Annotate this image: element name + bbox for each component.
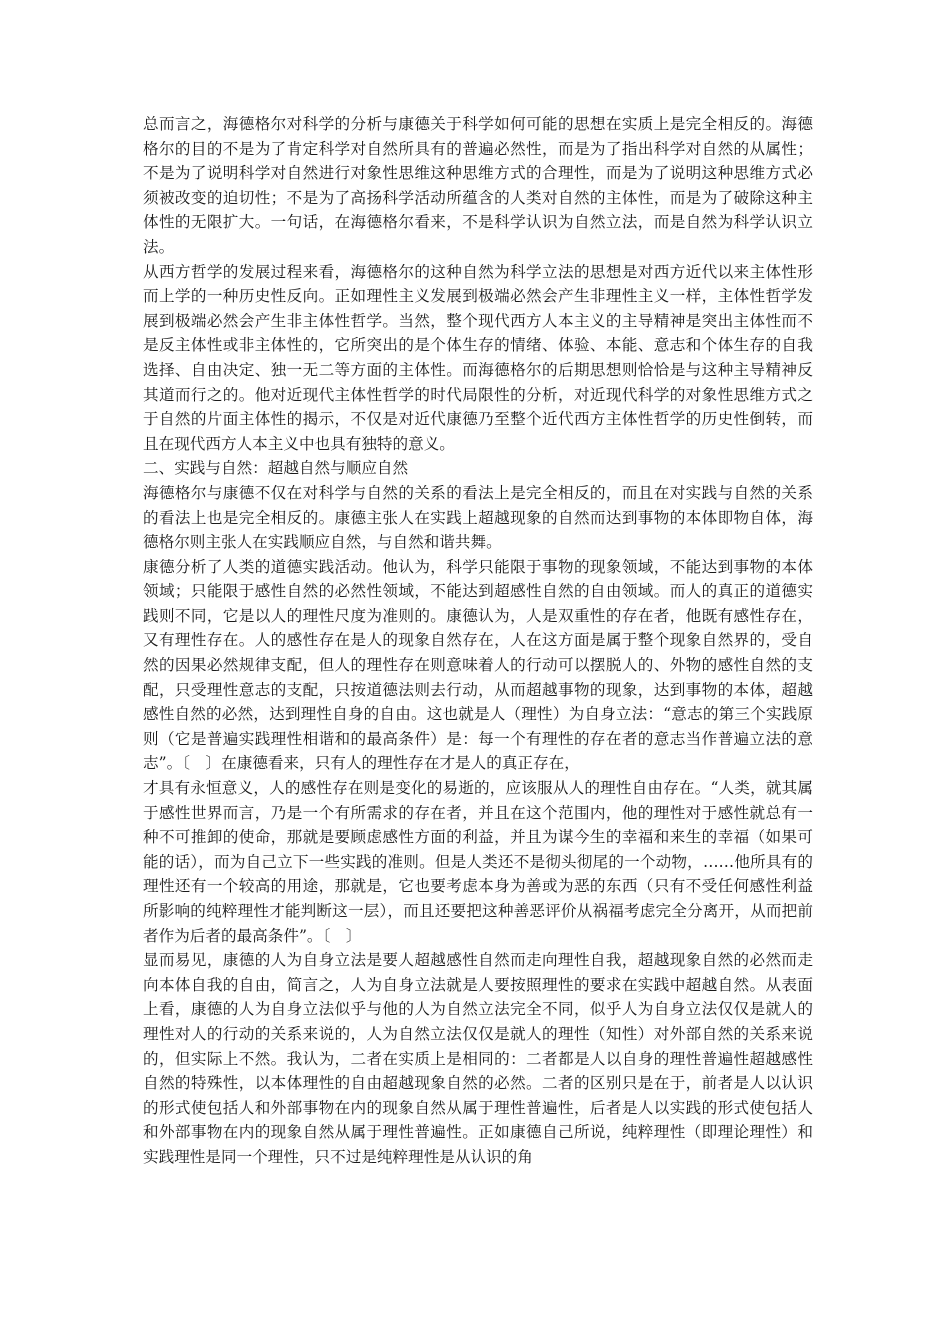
paragraph-practice-nature: 海德格尔与康德不仅在对科学与自然的关系的看法上是完全相反的，而且在对实践与自然的关系的看法上也是完全相反的。康德主张人在实践上超越现象的自然而达到事物的本体即物自体，海德格尔则主张人在实践顺应自然，与自然和谐共舞。 xyxy=(143,483,813,552)
paragraph-kant-quote: 才具有永恒意义，人的感性存在则是变化的易逝的，应该服从人的理性自由存在。“人类，就其属于感性世界而言，乃是一个有所需求的存在者，并且在这个范围内，他的理性对于感性就总有一种不可推卸的使命，那就是要顾虑感性方面的利益，并且为谋今生的幸福和来生的幸福（如果可能的话），而为自己立下一些实践的准则。但是人类还不是彻头彻尾的一个动物，……他所具有的理性还有一个较高的用途，那就是，它也要考虑本身为善或为恶的东西（只有不受任何感性利益所影响的纯粹理性才能判断这一层），而且还要把这种善恶评价从祸福考虑完全分离开，从而把前者作为后者的最高条件”。〔 〕 xyxy=(143,779,813,945)
document-body xyxy=(143,112,813,1170)
paragraph-summary: 总而言之，海德格尔对科学的分析与康德关于科学如何可能的思想在实质上是完全相反的。海德格尔的目的不是为了肯定科学对自然所具有的普遍必然性，而是为了指出科学对自然的从属性；不是为了说明科学对自然进行对象性思维这种思维方式的合理性，而是为了说明这种思维方式必须被改变的迫切性；不是为了高扬科学活动所蕴含的人类对自然的主体性，而是为了破除这种主体性的无限扩大。一句话，在海德格尔看来，不是科学认识为自然立法，而是自然为科学认识立法。 xyxy=(143,115,813,256)
section-heading: 二、实践与自然：超越自然与顺应自然 xyxy=(143,459,409,478)
paragraph-historical-reversal: 从西方哲学的发展过程来看，海德格尔的这种自然为科学立法的思想是对西方近代以来主体性形而上学的一种历史性反向。正如理性主义发展到极端必然会产生非理性主义一样，主体性哲学发展到极端必然会产生非主体性哲学。当然，整个现代西方人本主义的主导精神是突出主体性而不是反主体性或非主体性的，它所突出的是个体生存的情绪、体验、本能、意志和个体生存的自我选择、自由决定、独一无二等方面的主体性。而海德格尔的后期思想则恰恰是与这种主导精神反其道而行之的。他对近现代主体性哲学的时代局限性的分析，对近现代科学的对象性思维方式之于自然的片面主体性的揭示，不仅是对近代康德乃至整个近代西方主体性哲学的历史性倒转，而且在现代西方人本主义中也具有独特的意义。 xyxy=(143,262,813,453)
paragraph-kant-moral-practice: 康德分析了人类的道德实践活动。他认为，科学只能限于事物的现象领域，不能达到事物的本体领域；只能限于感性自然的必然性领域，不能达到超感性自然的自由领域。而人的真正的道德实践则不同，它是以人的理性尺度为准则的。康德认为，人是双重性的存在者，他既有感性存在，又有理性存在。人的感性存在是人的现象自然存在，人在这方面是属于整个现象自然界的，受自然的因果必然规律支配，但人的理性存在则意味着人的行动可以摆脱人的、外物的感性自然的支配，只受理性意志的支配，只按道德法则去行动，从而超越事物的现象，达到事物的本体，超越感性自然的必然，达到理性自身的自由。这也就是人（理性）为自身立法：“意志的第三个实践原则（它是普遍实践理性相谐和的最高条件）是：每一个有理性的存在者的意志当作普遍立法的意志”。〔 〕在康德看来，只有人的理性存在才是人的真正存在， xyxy=(143,557,813,773)
paragraph-self-legislation: 显而易见，康德的人为自身立法是要人超越感性自然而走向理性自我，超越现象自然的必然而走向本体自我的自由，简言之，人为自身立法就是人要按照理性的要求在实践中超越自然。从表面上看，康德的人为自身立法似乎与他的人为自然立法完全不同，似乎人为自身立法仅仅是就人的理性对人的行动的关系来说的，人为自然立法仅仅是就人的理性（知性）对外部自然的关系来说的，但实际上不然。我认为，二者在实质上是相同的：二者都是人以自身的理性普遍性超越感性自然的特殊性，以本体理性的自由超越现象自然的必然。二者的区别只是在于，前者是人以认识的形式使包括人和外部事物在内的现象自然从属于理性普遍性，后者是人以实践的形式使包括人和外部事物在内的现象自然从属于理性普遍性。正如康德自己所说，纯粹理性（即理论理性）和实践理性是同一个理性，只不过是纯粹理性是从认识的角 xyxy=(143,951,813,1166)
